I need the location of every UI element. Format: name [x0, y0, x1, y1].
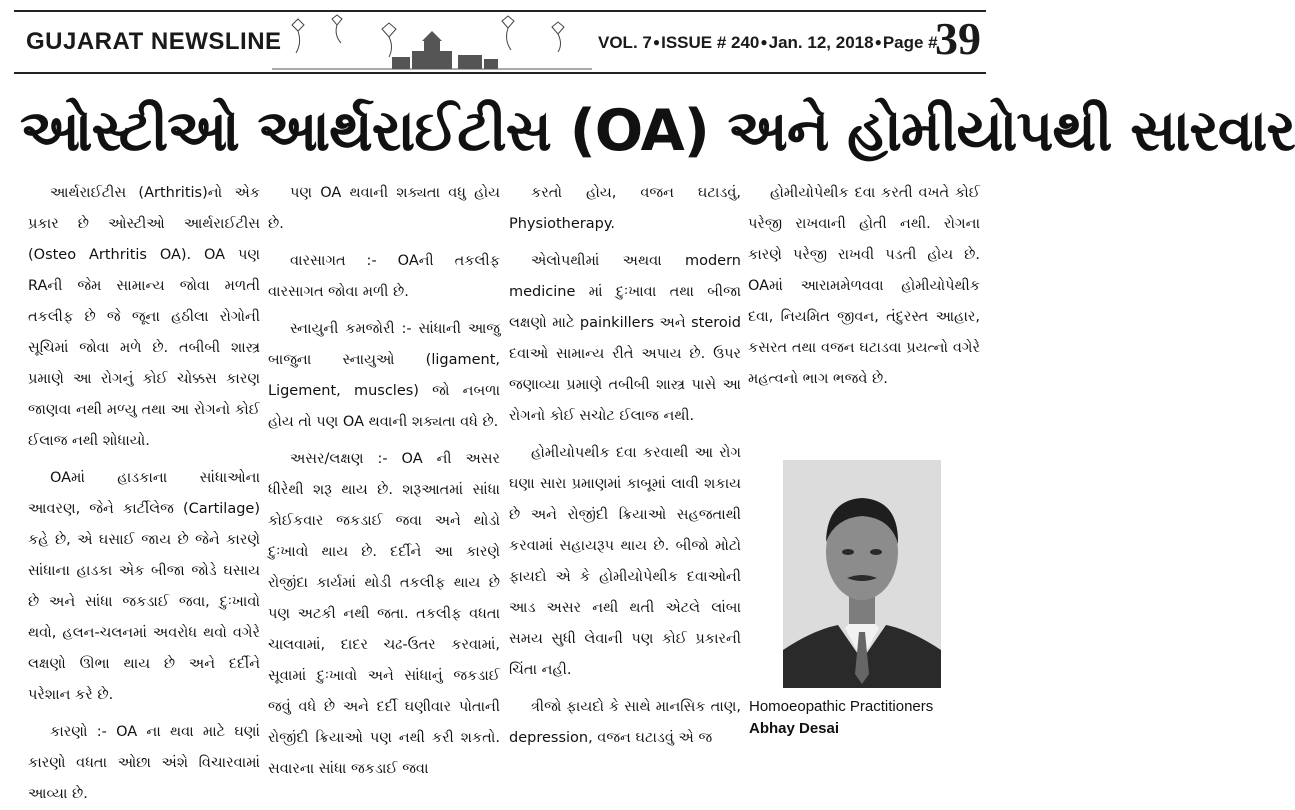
issue-number: ISSUE # 240	[661, 33, 760, 52]
photo-caption: Homoeopathic Practitioners	[749, 698, 934, 715]
separator-dot-icon: ●	[760, 35, 768, 49]
paragraph: હોમીયોપેથીક દવા કરતી વખતે કોઈ પરેજી રાખવાની હોતી નથી. રોગના કારણે પરેજી રાખવી પડતી હોય છે. OAમાં આરામમેળવવા હોમીયોપેથીક દવા, નિયમિત જીવન, તંદુરસ્ત આહાર, કસરત તથા વજન ઘટાડવા પ્રયત્નો વગેરે મહત્વનો ભાગ ભજવે છે.	[748, 185, 980, 387]
article-column-1	[28, 178, 260, 802]
article-column-3	[509, 178, 741, 746]
issue-date: Jan. 12, 2018	[768, 33, 874, 52]
paragraph: એલોપથીમાં અથવા modern medicine માં દુઃખાવા તથા બીજા લક્ષણો માટે painkillers અને steroid દવાઓ સામાન્ય રીતે અપાય છે. ઉપર જણાવ્યા પ્રમાણે તબીબી શાસ્ત્ર પાસે આ રોગનો કોઈ સચોટ ઈલાજ નથી.	[509, 253, 741, 424]
masthead-bottom-rule	[14, 72, 986, 74]
paragraph: OAમાં હાડકાના સાંધાઓના આવરણ, જેને કાર્ટીલેજ (Cartilage) કહે છે, એ ઘસાઈ જાય છે જેને કારણે સાંધાના હાડકા એક બીજા જોડે ઘસાય છે અને સાંધા જકડાઈ જવા, દુઃખાવો થવો, હલન-ચલનમાં અવરોધ થવો વગેરે લક્ષણો ઊભા થાય છે અને દર્દીને પરેશાન કરે છે.	[28, 470, 260, 703]
masthead-top-rule	[14, 10, 986, 12]
paragraph: ત્રીજો ફાયદો કે સાથે માનસિક તાણ, depression, વજન ઘટાડવું એ જ	[509, 699, 741, 746]
paragraph: આર્થરાઈટીસ (Arthritis)નો એક પ્રકાર છે ઓસ્ટીઓ આર્થરાઈટીસ (Osteo Arthritis OA). OA પણ RAની જેમ સામાન્ય જોવા મળતી તકલીફ છે જે જૂના હઠીલા રોગોની સૂચિમાં જોવા મળે છે. તબીબી શાસ્ત્ર પ્રમાણે આ રોગનું કોઈ ચોક્કસ કારણ જાણવા નથી મળ્યુ તથા આ રોગનો કોઈ ઈલાજ નથી શોધાયો.	[28, 185, 260, 449]
paragraph: અસર/લક્ષણ :- OA ની અસર ધીરેથી શરૂ થાય છે. શરૂઆતમાં સાંધા કોઈકવાર જકડાઈ જવા અને થોડો દુઃખાવો થાય છે. દર્દીને આ કારણે રોજીંદા કાર્યમાં થોડી તકલીફ થાય છે પણ અટકી નથી જતા. તકલીફ વધતા ચાલવામાં, દાદર ચઢ-ઉતર કરવામાં, સૂવામાં દુઃખાવો અને સાંધાનું જકડાઈ જવું વધે છે અને દર્દી ઘણીવાર પોતાની રોજીંદી ક્રિયાઓ પણ નથી કરી શકતો. સવારના સાંધા જકડાઈ જવા	[268, 451, 500, 777]
separator-dot-icon: ●	[652, 35, 661, 49]
photo-caption-name: Abhay Desai	[749, 720, 840, 737]
page-number: 39	[935, 13, 981, 64]
paragraph: પણ OA થવાની શક્યતા વધુ હોય છે.	[268, 185, 500, 232]
kites-skyline-illustration	[272, 13, 592, 71]
article-column-4	[748, 178, 980, 438]
issue-info	[598, 33, 938, 53]
page-label: Page #	[882, 33, 938, 52]
portrait-illustration	[783, 460, 941, 688]
article-headline: ઓસ્ટીઓ આર્થરાઈટીસ (OA) અને હોમીયોપથી સારવાર	[20, 98, 1295, 164]
volume: VOL. 7	[598, 33, 652, 52]
paragraph: કરતો હોય, વજન ઘટાડવું, Physiotherapy.	[509, 185, 741, 232]
author-photo	[783, 460, 941, 688]
article-column-2	[268, 178, 500, 777]
separator-dot-icon: ●	[874, 35, 882, 49]
paragraph: કારણો :- OA ના થવા માટે ઘણાં કારણો વધતા ઓછા અંશે વિચારવામાં આવ્યા છે.	[28, 724, 260, 802]
paragraph: સ્નાયુની કમજોરી :- સાંધાની આજુ બાજુના સ્નાયુઓ (ligament, Ligement, muscles) જો નબળા હોય તો પણ OA થવાની શક્યતા વધે છે.	[268, 321, 500, 430]
paragraph: વારસાગત :- OAની તકલીફ વારસાગત જોવા મળી છે.	[268, 253, 500, 300]
paragraph: હોમીયોપથીક દવા કરવાથી આ રોગ ઘણા સારા પ્રમાણમાં કાબૂમાં લાવી શકાય છે અને રોજીંદી ક્રિયાઓ સહજતાથી કરવામાં સહાયરૂપ થાય છે. બીજો મોટો ફાયદો એ કે હોમીયોપેથીક દવાઓની આડ અસર નથી થતી એટલે લાંબા સમય સુધી લેવાની પણ કોઈ પ્રકારની ચિંતા નહી.	[509, 445, 741, 678]
paper-name: GUJARAT NEWSLINE	[26, 28, 282, 55]
